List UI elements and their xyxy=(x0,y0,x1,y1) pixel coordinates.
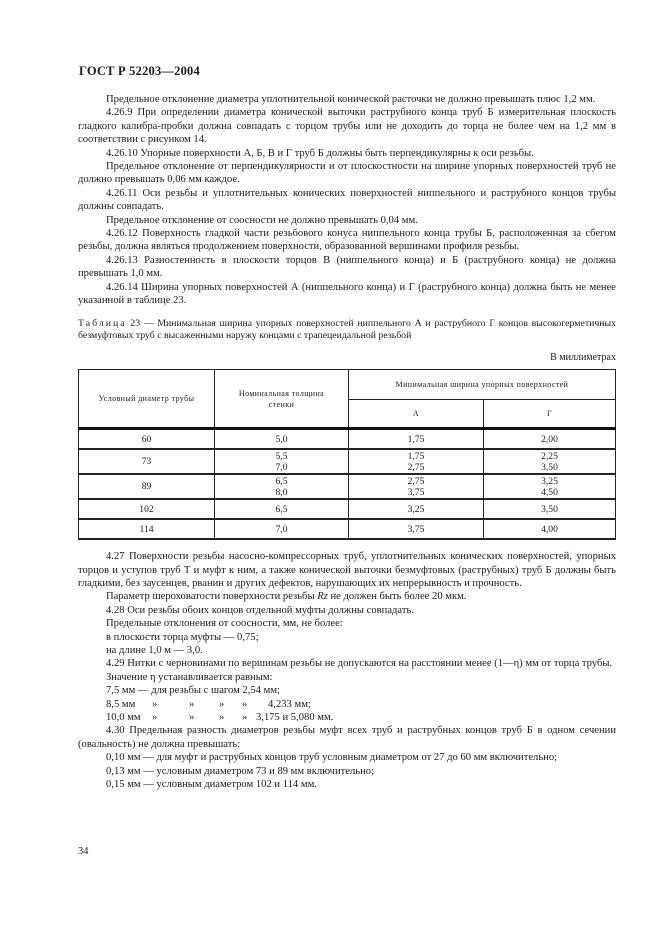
cell-a xyxy=(349,449,484,474)
cell-a xyxy=(349,474,484,499)
page-body xyxy=(78,93,616,791)
cell-value: 2,00 xyxy=(541,433,558,445)
cell-a xyxy=(349,499,484,519)
table-row xyxy=(79,429,616,450)
cell-diameter: 114 xyxy=(79,519,215,539)
cell-wall xyxy=(215,519,349,539)
table-row xyxy=(79,449,616,474)
cell-diameter: 60 xyxy=(79,429,215,450)
cell-value: 2,75 xyxy=(407,461,425,473)
cell-value: 3,75 xyxy=(407,523,425,535)
paragraph: 4.26.12 Поверхность гладкой части резьбового конуса ниппельного конца трубы Б, расположенная за сбегом резьбы, должна являться продолжением поверхности, образованной вершинами профиля резьбы. xyxy=(78,228,616,253)
cell-value: 7,0 xyxy=(275,461,288,473)
page-number: 34 xyxy=(78,846,89,857)
paragraph: на длине 1,0 м — 3,0. xyxy=(106,644,203,656)
table-units: В миллиметрах xyxy=(550,351,616,363)
paragraph: Предельное отклонение от соосности не должно превышать 0,04 мм. xyxy=(106,214,418,226)
paragraph: 8,5 мм » » » » 4,233 мм; xyxy=(106,698,311,710)
cell-diameter: 89 xyxy=(79,474,215,499)
cell-value: 5,0 xyxy=(275,433,288,445)
paragraph: в плоскости торца муфты — 0,75; xyxy=(106,631,259,643)
paragraph: Значение η устанавливается равным: xyxy=(106,671,273,683)
cell-value: 6,5 xyxy=(275,475,288,487)
paragraph: 4.30 Предельная разность диаметров резьбы муфт всех труб и раструбных концов труб Б в одном сечении (овальность) не должна превышать: xyxy=(78,725,616,750)
cell-value: 5,5 xyxy=(275,450,288,462)
paragraph: 4.27 Поверхности резьбы насосно-компрессорных труб, уплотнительных конических поверхностей, упорных торцов и уступов труб Т и муфт к ним, а также конической выточки безмуфтовых (раструбных) труб Б должны быть гладкими, без заусенцев, рванин и других дефектов, нарушающих их непрерывность и прочность. xyxy=(78,551,616,589)
cell-value: 1,75 xyxy=(407,450,425,462)
cell-g xyxy=(484,449,616,474)
paragraph: 4.29 Нитки с черновинами по вершинам резьбы не допускаются на расстоянии менее (1—η) мм от торца трубы. xyxy=(106,658,613,670)
cell-wall xyxy=(215,499,349,519)
paragraph: 4.28 Оси резьбы обоих концов отдельной муфты должны совпадать. xyxy=(106,604,414,616)
document-header: ГОСТ Р 52203—2004 xyxy=(79,64,200,78)
column-header-diameter: Условный диаметр трубы xyxy=(79,370,215,429)
paragraph: Предельные отклонения от соосности, мм, не более: xyxy=(106,618,343,630)
cell-wall xyxy=(215,474,349,499)
paragraph: 0,13 мм — условным диаметром 73 и 89 мм включительно; xyxy=(106,765,375,777)
cell-g xyxy=(484,499,616,519)
paragraph: 10,0 мм » » » » 3,175 и 5,080 мм. xyxy=(106,711,334,723)
column-header-wall: Номинальная толщина стенки xyxy=(215,370,349,429)
cell-value: 3,25 xyxy=(407,503,425,515)
paragraph: 4.26.9 При определении диаметра конической выточки раструбного конца труб Б измерительная плоскость гладкого калибра-пробки должна совпадать с торцом трубы или не доходить до торца не более чем на 1,2 мм в соответствии с рисунком 14. xyxy=(78,107,616,146)
paragraph: 0,10 мм — для муфт и раструбных концов труб условным диаметром от 27 до 60 мм включительно; xyxy=(106,752,558,764)
cell-value: 1,75 xyxy=(407,433,425,445)
column-header-min-width: Минимальная ширина упорных поверхностей xyxy=(349,370,616,400)
table-caption xyxy=(78,318,616,343)
paragraph: Предельное отклонение диаметра уплотнительной конической расточки не должно превышать плюс 1,2 мм. xyxy=(106,94,596,105)
cell-a xyxy=(349,429,484,450)
column-header-a: А xyxy=(349,400,484,429)
paragraph: 4.26.11 Оси резьбы и уплотнительных конических поверхностей ниппельного и раструбного концов трубы должны совпадать. xyxy=(78,187,616,213)
cell-value: 3,50 xyxy=(541,461,558,473)
table-row xyxy=(79,519,616,539)
cell-a xyxy=(349,519,484,539)
table-row xyxy=(79,499,616,519)
table-row xyxy=(79,474,616,499)
paragraph: 4.26.10 Упорные поверхности А, Б, В и Г труб Б должны быть перпендикулярны к оси резьбы. xyxy=(106,147,534,159)
cell-value: 3,50 xyxy=(541,503,558,515)
cell-value: 2,25 xyxy=(541,450,558,462)
paragraph: 7,5 мм — для резьбы с шагом 2,54 мм; xyxy=(106,685,280,697)
cell-value: 8,0 xyxy=(275,486,288,498)
cell-value: 2,75 xyxy=(407,475,425,487)
cell-wall xyxy=(215,449,349,474)
column-header-g: Г xyxy=(484,400,616,429)
table-caption-text: 23 — Минимальная ширина упорных поверхностей ниппельного А и раструбного Г концов высокогерметичных безмуфтовых труб с высаженными наружу концами с трапецеидальной резьбой xyxy=(78,317,617,342)
cell-value: 7,0 xyxy=(275,523,288,535)
cell-g xyxy=(484,429,616,450)
cell-diameter: 73 xyxy=(79,449,215,474)
cell-g xyxy=(484,519,616,539)
cell-value: 3,75 xyxy=(407,486,425,498)
cell-value: 4,50 xyxy=(541,486,558,498)
data-table xyxy=(78,369,616,540)
paragraph: 4.26.14 Ширина упорных поверхностей А (ниппельного конца) и Г (раструбного конца) должна быть не менее указанной в таблице 23. xyxy=(78,281,616,307)
paragraph: Предельное отклонение от перпендикулярности и от плоскостности на ширине упорных поверхностей труб не должно превышать 0,06 мм каждое. xyxy=(78,161,616,186)
cell-value: 3,25 xyxy=(541,475,558,487)
paragraph: 4.26.13 Разностенность в плоскости торцов В (ниппельного конца) и Б (раструбного конца) не должна превышать 1,0 мм. xyxy=(78,254,616,280)
cell-g xyxy=(484,474,616,499)
table-caption-label: Таблица xyxy=(78,317,127,329)
paragraph: 0,15 мм — условным диаметром 102 и 114 мм. xyxy=(106,779,317,790)
cell-wall xyxy=(215,429,349,450)
cell-value: 6,5 xyxy=(275,503,288,515)
paragraph: Параметр шероховатости поверхности резьбы Rz не должен быть более 20 мкм. xyxy=(106,591,467,603)
cell-diameter: 102 xyxy=(79,499,215,519)
cell-value: 4,00 xyxy=(541,523,558,535)
